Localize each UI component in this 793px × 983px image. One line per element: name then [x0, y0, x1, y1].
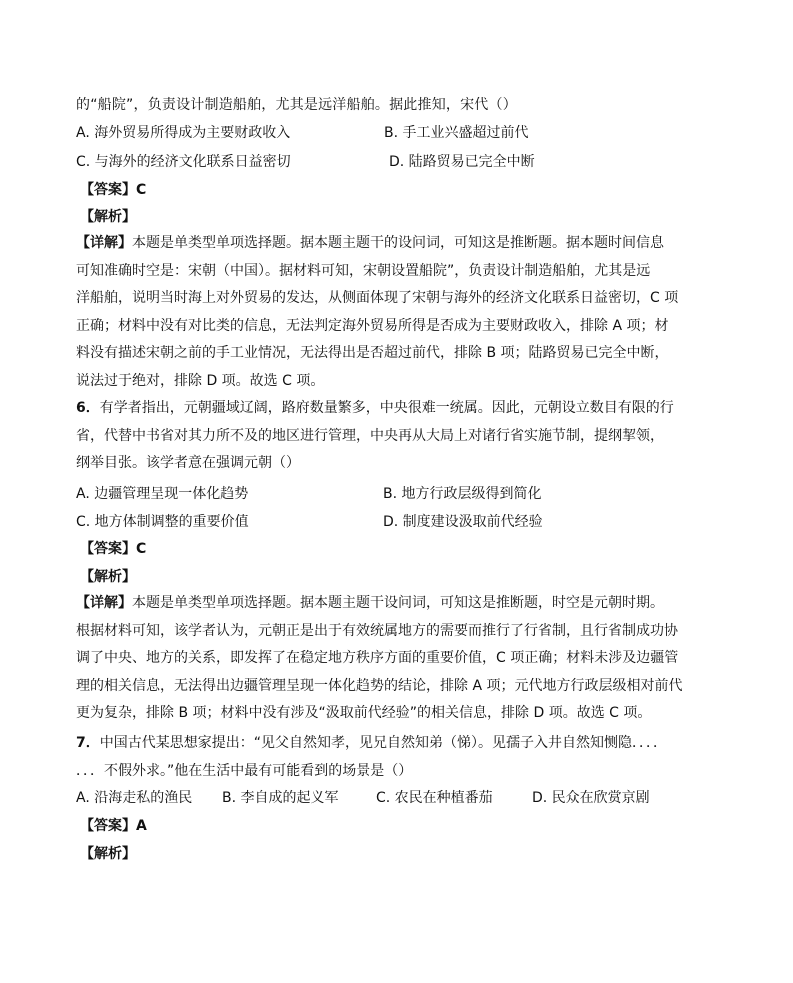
- q5-option-d: D. 陆路贸易已完全中断: [389, 154, 535, 170]
- q6-option-d: D. 制度建设汲取前代经验: [383, 514, 543, 530]
- q5-answer: [80, 180, 146, 200]
- q5-detail-line-6: 说法过于绝对，排除 D 项。故选 C 项。: [76, 372, 325, 389]
- q5-detail-line-1: 【详解】本题是单类型单项选择题。据本题主题干的设问词，可知这是推断题。据本题时间信息: [76, 235, 664, 251]
- q5-detail: [76, 230, 752, 396]
- q6-stem-line-3: 纲举目张。该学者意在强调元朝（）: [76, 455, 300, 472]
- q5-analysis-tag: 【解析】: [80, 209, 136, 225]
- answer-tag: 【答案】: [80, 541, 136, 557]
- q6-option-b: B. 地方行政层级得到简化: [383, 486, 542, 502]
- q6-analysis-tag: 【解析】: [80, 569, 136, 585]
- q5-detail-line-5: 料没有描述宋朝之前的手工业情况，无法得出是否超过前代，排除 B 项；陆路贸易已完全中断，: [76, 345, 669, 362]
- q7-answer: [80, 816, 147, 836]
- q5-option-c: C. 与海外的经济文化联系日益密切: [76, 154, 291, 170]
- q6-stem-line-1: 6．有学者指出，元朝疆域辽阔，路府数量繁多，中央很难一统属。因此，元朝设立数目有限的行: [76, 400, 674, 416]
- q5-option-a: A. 海外贸易所得成为主要财政收入: [76, 125, 291, 141]
- q6-number: 6．: [76, 400, 100, 416]
- q6-answer: [80, 539, 146, 559]
- q6-option-c: C. 地方体制调整的重要价值: [76, 514, 249, 530]
- q6-detail-line-5: 更为复杂，排除 B 项；材料中没有涉及“汲取前代经验”的相关信息，排除 D 项。故选 C 项。: [76, 705, 652, 722]
- detail-tag: 【详解】: [76, 595, 132, 611]
- q5-stem-tail: 的“船院”，负责设计制造船舶，尤其是远洋船舶。据此推知，宋代（）: [76, 97, 517, 113]
- answer-value: A: [136, 818, 147, 834]
- detail-tag: 【详解】: [76, 235, 132, 251]
- q6-detail-line-2: 根据材料可知，该学者认为，元朝正是出于有效统属地方的需要而推行了行省制，且行省制成功协: [76, 622, 678, 639]
- q6-detail-line-4: 理的相关信息，无法得出边疆管理呈现一体化趋势的结论，排除 A 项；元代地方行政层级相对前代: [76, 677, 683, 694]
- q7-option-d: D. 民众在欣赏京剧: [532, 790, 650, 806]
- q7-stem: [76, 730, 752, 785]
- answer-value: C: [136, 182, 147, 198]
- q7-analysis-tag: 【解析】: [80, 846, 136, 862]
- q5-detail-line-4: 正确；材料中没有对比类的信息，无法判定海外贸易所得是否成为主要财政收入，排除 A 项；材: [76, 317, 669, 334]
- q5-detail-line-3: 洋船舶，说明当时海上对外贸易的发达，从侧面体现了宋朝与海外的经济文化联系日益密切，C 项: [76, 290, 679, 307]
- q5-option-b: B. 手工业兴盛超过前代: [384, 125, 529, 141]
- answer-tag: 【答案】: [80, 182, 136, 198]
- q6-stem-line-2: 省，代替中书省对其力所不及的地区进行管理，中央再从大局上对诸行省实施节制，提纲挈领，: [76, 427, 664, 444]
- q6-detail-line-1: 【详解】本题是单类型单项选择题。据本题主题干设问词，可知这是推断题，时空是元朝时期。: [76, 595, 664, 611]
- q6-option-a: A. 边疆管理呈现一体化趋势: [76, 486, 249, 502]
- answer-tag: 【答案】: [80, 818, 136, 834]
- q7-number: 7．: [76, 735, 100, 751]
- q7-option-b: B. 李自成的起义军: [222, 790, 339, 806]
- q7-option-a: A. 沿海走私的渔民: [76, 790, 193, 806]
- q7-stem-line-2: ．．．不假外求。”他在生活中最有可能看到的场景是（）: [76, 762, 413, 779]
- q5-detail-line-2: 可知准确时空是：宋朝（中国）。据材料可知，宋朝设置船院”，负责设计制造船舶，尤其是远: [76, 262, 651, 279]
- q6-detail-line-3: 调了中央、地方的关系，即发挥了在稳定地方秩序方面的重要价值，C 项正确；材料未涉及边疆管: [76, 650, 679, 667]
- q6-stem: [76, 395, 752, 478]
- answer-value: C: [136, 541, 147, 557]
- q6-detail: [76, 590, 752, 728]
- q7-option-c: C. 农民在种植番茄: [376, 790, 493, 806]
- q7-stem-line-1: 7．中国古代某思想家提出：“见父自然知孝，见兄自然知弟（悌）。见孺子入井自然知恻隐．．．．: [76, 735, 668, 751]
